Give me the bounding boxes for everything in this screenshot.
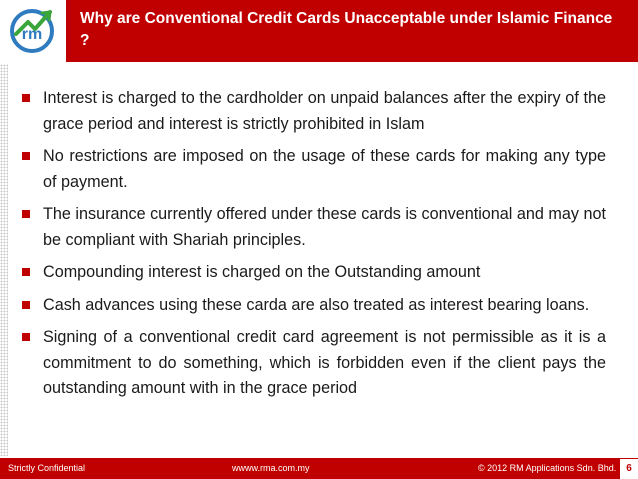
bullet-square-icon bbox=[22, 333, 30, 341]
bullet-square-icon bbox=[22, 301, 30, 309]
website-link[interactable]: wwww.rma.com.my bbox=[232, 463, 310, 473]
logo-text: rm bbox=[21, 26, 43, 43]
list-item bbox=[22, 202, 606, 253]
bullet-text: Signing of a conventional credit card agreement is not permissible as it is a commitment to do something, which is forbidden even if the client pays the outstanding amount with in the grace period bbox=[43, 328, 606, 397]
bullet-text: Cash advances using these carda are also treated as interest bearing loans. bbox=[43, 295, 590, 314]
bullet-text: The insurance currently offered under these cards is conventional and may not be compliant with Shariah principles. bbox=[43, 205, 606, 249]
dotted-margin-decoration bbox=[0, 64, 8, 456]
rm-logo-icon bbox=[4, 4, 60, 54]
list-item bbox=[22, 144, 606, 195]
copyright-text: © 2012 RM Applications Sdn. Bhd. bbox=[478, 463, 617, 473]
list-item bbox=[22, 260, 606, 286]
bullet-text: No restrictions are imposed on the usage of these cards for making any type of payment. bbox=[43, 147, 606, 191]
bullet-square-icon bbox=[22, 152, 30, 160]
list-item bbox=[22, 325, 606, 402]
bullet-square-icon bbox=[22, 210, 30, 218]
bullet-square-icon bbox=[22, 94, 30, 102]
bullet-text: Compounding interest is charged on the Outstanding amount bbox=[43, 263, 481, 281]
list-item bbox=[22, 293, 606, 319]
bullet-square-icon bbox=[22, 268, 30, 276]
bullet-text: Interest is charged to the cardholder on unpaid balances after the expiry of the grace period and interest is strictly prohibited in Islam bbox=[43, 89, 606, 133]
slide-footer bbox=[0, 458, 638, 479]
page-number: 6 bbox=[620, 459, 638, 479]
bullet-list bbox=[22, 86, 606, 402]
list-item bbox=[22, 86, 606, 137]
slide-header bbox=[0, 0, 638, 62]
confidential-label: Strictly Confidential bbox=[8, 463, 86, 473]
page-title: Why are Conventional Credit Cards Unacceptable under Islamic Finance ? bbox=[80, 10, 613, 49]
